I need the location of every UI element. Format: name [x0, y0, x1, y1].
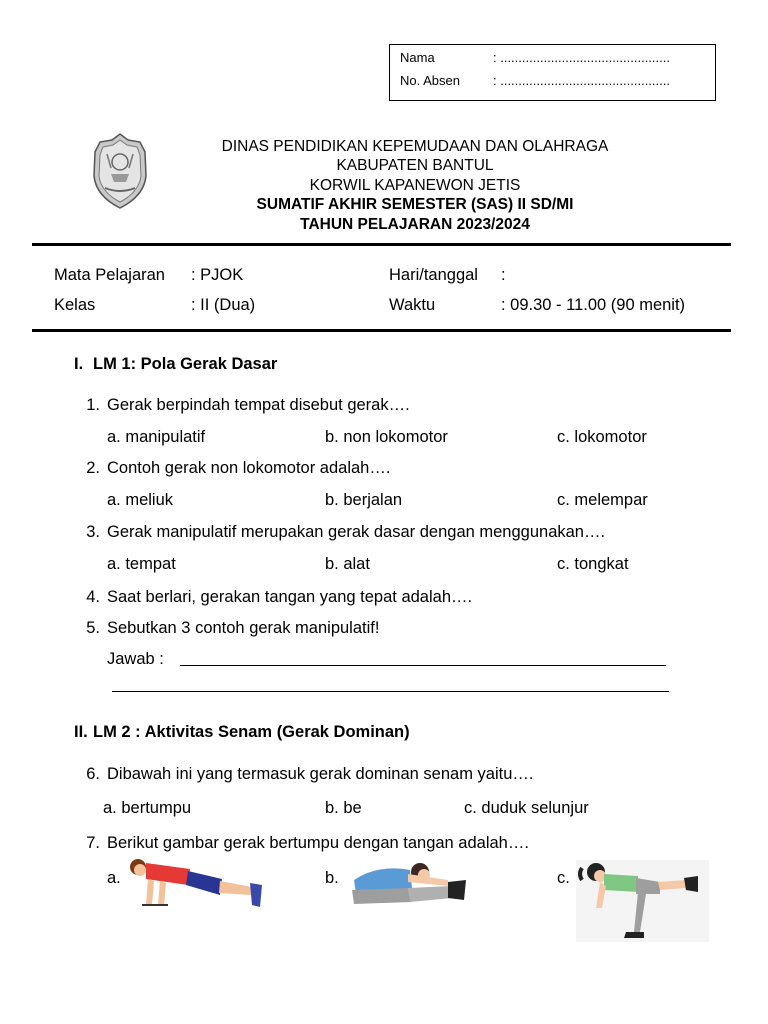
q6-option-c[interactable]: c. duduk selunjur: [464, 799, 589, 817]
q7-option-c[interactable]: c.: [557, 869, 570, 887]
question-number: 7.: [86, 834, 100, 852]
subject-label: Mata Pelajaran: [54, 266, 165, 284]
header-exam-title: SUMATIF AKHIR SEMESTER (SAS) II SD/MI: [256, 196, 574, 213]
q2-option-c[interactable]: c. melempar: [557, 491, 648, 509]
subject-value: : PJOK: [191, 266, 244, 284]
date-label: Hari/tanggal: [389, 266, 478, 284]
one-leg-balance-illustration-icon[interactable]: [576, 860, 709, 942]
q1-option-b[interactable]: b. non lokomotor: [325, 428, 448, 446]
section2-title: LM 2 : Aktivitas Senam (Gerak Dominan): [93, 723, 410, 741]
question-number: 5.: [86, 619, 100, 637]
q6-option-a[interactable]: a. bertumpu: [103, 799, 192, 817]
question-number: 4.: [86, 588, 100, 606]
q2-option-a[interactable]: a. meliuk: [107, 491, 174, 509]
q3-option-a[interactable]: a. tempat: [107, 555, 176, 573]
question-number: 1.: [86, 396, 100, 414]
question-text: Berikut gambar gerak bertumpu dengan tangan adalah….: [107, 834, 529, 852]
seated-forward-bend-illustration-icon[interactable]: [348, 858, 470, 908]
question-text: Gerak manipulatif merupakan gerak dasar dengan menggunakan….: [107, 523, 606, 541]
question-text: Saat berlari, gerakan tangan yang tepat adalah….: [107, 588, 473, 606]
class-value: : II (Dua): [191, 296, 256, 314]
q1-option-c[interactable]: c. lokomotor: [557, 428, 647, 446]
absen-label: No. Absen: [400, 73, 460, 88]
question-number: 6.: [86, 765, 100, 783]
header-regency: KABUPATEN BANTUL: [336, 157, 494, 174]
identity-box: [389, 44, 716, 101]
question-number: 3.: [86, 523, 100, 541]
answer-line-1[interactable]: [180, 665, 666, 666]
section1-numeral: I.: [74, 355, 84, 373]
q3-option-b[interactable]: b. alat: [325, 555, 370, 573]
absen-field[interactable]: : ...............................................: [493, 73, 670, 88]
header-district: KORWIL KAPANEWON JETIS: [309, 177, 521, 194]
header-year: TAHUN PELAJARAN 2023/2024: [300, 216, 530, 233]
date-value: :: [501, 266, 506, 284]
section1-title: LM 1: Pola Gerak Dasar: [93, 355, 278, 373]
question-text: Contoh gerak non lokomotor adalah….: [107, 459, 391, 477]
q7-option-b[interactable]: b.: [325, 869, 339, 887]
header-agency: DINAS PENDIDIKAN KEPEMUDAAN DAN OLAHRAGA: [221, 138, 609, 155]
time-label: Waktu: [389, 296, 436, 314]
answer-line-2[interactable]: [112, 691, 669, 692]
q1-option-a[interactable]: a. manipulatif: [107, 428, 206, 446]
name-label: Nama: [400, 50, 435, 65]
question-text: Gerak berpindah tempat disebut gerak….: [107, 396, 410, 414]
q2-option-b[interactable]: b. berjalan: [325, 491, 403, 509]
answer-label: Jawab :: [107, 650, 164, 668]
question-text: Sebutkan 3 contoh gerak manipulatif!: [107, 619, 380, 637]
q7-option-a[interactable]: a.: [107, 869, 121, 887]
push-up-illustration-icon[interactable]: [124, 855, 264, 911]
q3-option-c[interactable]: c. tongkat: [557, 555, 629, 573]
q6-option-b[interactable]: b. be: [325, 799, 362, 817]
class-label: Kelas: [54, 296, 96, 314]
section2-numeral: II.: [74, 723, 88, 741]
header-divider: [32, 243, 731, 246]
info-divider: [32, 329, 731, 332]
question-number: 2.: [86, 459, 100, 477]
name-field[interactable]: : ...............................................: [493, 50, 670, 65]
time-value: : 09.30 - 11.00 (90 menit): [501, 296, 686, 314]
question-text: Dibawah ini yang termasuk gerak dominan senam yaitu….: [107, 765, 534, 783]
